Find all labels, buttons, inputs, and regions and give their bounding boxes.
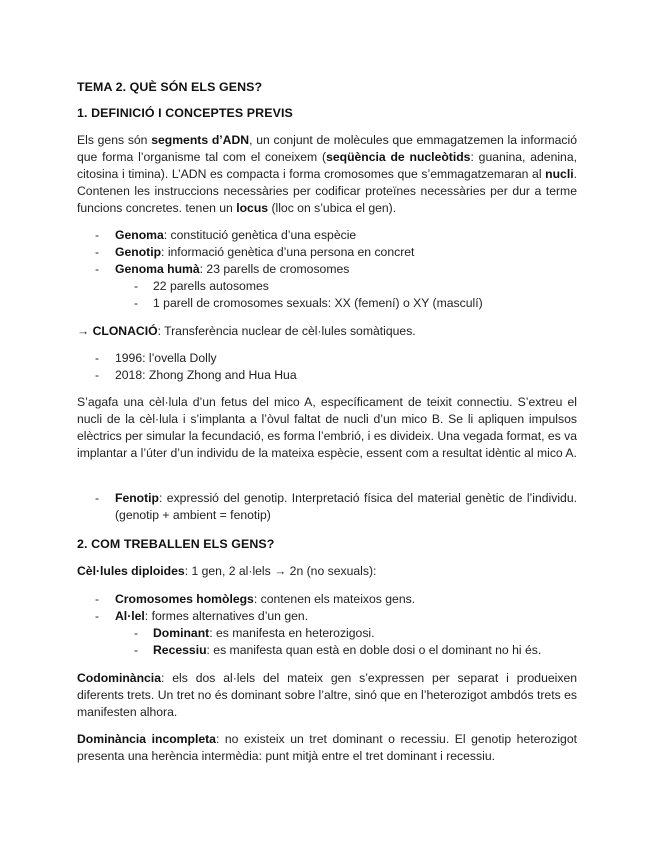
sub-list-item: - 1 parell de cromosomes sexuals: XX (femení) o XY (masculí) [77, 295, 577, 312]
bold-term: seqüència de nucleòtids [326, 150, 471, 164]
text-run: : constitució genètica d’una espècie [163, 228, 357, 242]
cloning-examples-list [77, 350, 577, 384]
bold-term: Cèl·lules diploides [77, 564, 185, 578]
list-item [77, 244, 577, 261]
text-run: : es manifesta quan està en doble dosi o el dominant no hi és. [206, 643, 542, 657]
text-run: : formes alternatives d’un gen. [144, 609, 309, 623]
page-title: TEMA 2. QUÈ SÓN ELS GENS? [77, 80, 263, 94]
text-run: : els dos al·lels del mateix gen s’expressen per separat i produeixen diferents trets. Un tret no és dominant sobre l’altre, sinó que en l’heterozigot ambdós trets es manifesten alhora. [77, 671, 577, 719]
text-run: (lloc on s’ubica el gen). [268, 201, 397, 215]
codominancia-paragraph [77, 670, 577, 721]
list-item: - 2018: Zhong Zhong and Hua Hua [77, 367, 577, 384]
text-run: : no existeix un tret dominant o recessiu. El genotip heterozigot presenta una herència intermèdia: punt mitjà entre el tret dominant i recessiu. [77, 732, 577, 763]
sub-list-item: - 22 parells autosomes [77, 278, 577, 295]
sub-list-item [77, 625, 577, 642]
bold-term: Genoma [115, 228, 164, 242]
bold-term: Dominant [153, 626, 210, 640]
text-run: : guanina, adenina, citosina i timina). L’ADN es compacta i forma cromosomes que s’emmagatzemaran al [77, 150, 577, 181]
list-item [77, 490, 577, 524]
text-run: , un conjunt de molècules que emmagatzemen la informació que forma l’organisme tal com el coneixem ( [77, 133, 577, 164]
text-run: Els gens són [77, 133, 152, 147]
dominancia-paragraph [77, 731, 577, 765]
list-item [77, 608, 577, 625]
intro-paragraph [77, 132, 577, 217]
bold-term: Recessiu [153, 643, 207, 657]
bold-term: CLONACIÓ [92, 324, 158, 338]
bold-term: Al·lel [115, 609, 145, 623]
text-run: : contenen els mateixos gens. [253, 592, 416, 606]
text-run: : 23 parells de cromosomes [199, 262, 350, 276]
text-run: : informació genètica d’una persona en concret [161, 245, 415, 259]
arrow-glyph: → [77, 324, 93, 338]
text-run: . Contenen les instruccions necessàries per codificar proteïnes necessàries per dur a terme funcions concretes. tenen un [77, 167, 577, 215]
section2-heading: 2. COM TREBALLEN ELS GENS? [77, 537, 275, 551]
list-item [77, 591, 577, 608]
bold-term: segments d’ADN [151, 133, 250, 147]
bold-term: Genotip [115, 245, 162, 259]
text-run: : es manifesta en heterozigosi. [209, 626, 375, 640]
bold-term: Codominància [77, 671, 161, 685]
bold-term: Dominància incompleta [77, 732, 216, 746]
text-run: : 1 gen, 2 al·lels → 2n (no sexuals): [184, 564, 377, 578]
genes-concepts-list [77, 591, 577, 659]
bold-term: Cromosomes homòlegs [115, 592, 254, 606]
text-run: : expressió del genotip. Interpretació física del material genètic de l’individu. (genotip + ambient = fenotip) [115, 491, 577, 522]
clonacio-line [77, 323, 577, 340]
list-item [77, 227, 577, 244]
sub-list-item [77, 642, 577, 659]
text-run: : Transferència nuclear de cèl·lules somàtiques. [157, 324, 416, 338]
bold-term: Genoma humà [115, 262, 200, 276]
diploides-line [77, 563, 577, 580]
bold-term: Fenotip [115, 491, 160, 505]
bold-term: locus [236, 201, 269, 215]
list-item: - 1996: l’ovella Dolly [77, 350, 577, 367]
bold-term: nucli [545, 167, 574, 181]
genome-definitions-list [77, 227, 577, 312]
list-item [77, 261, 577, 278]
section1-heading: 1. DEFINICIÓ I CONCEPTES PREVIS [77, 106, 293, 120]
fenotip-list [77, 490, 577, 524]
cloning-paragraph: S’agafa una cèl·lula d’un fetus del mico A, específicament de teixit connectiu. S’extreu el nucli de la cèl·lula i s’implanta a l’òvul faltat de nucli d’un mico B. Se li apliquen impulsos elèctrics per simular la fecundació, es forma l’embrió, i es divideix. Una vegada format, es va implantar a l’úter d’un individu de la mateixa espècie, essent com a resultat idèntic al mico A. [77, 395, 577, 460]
